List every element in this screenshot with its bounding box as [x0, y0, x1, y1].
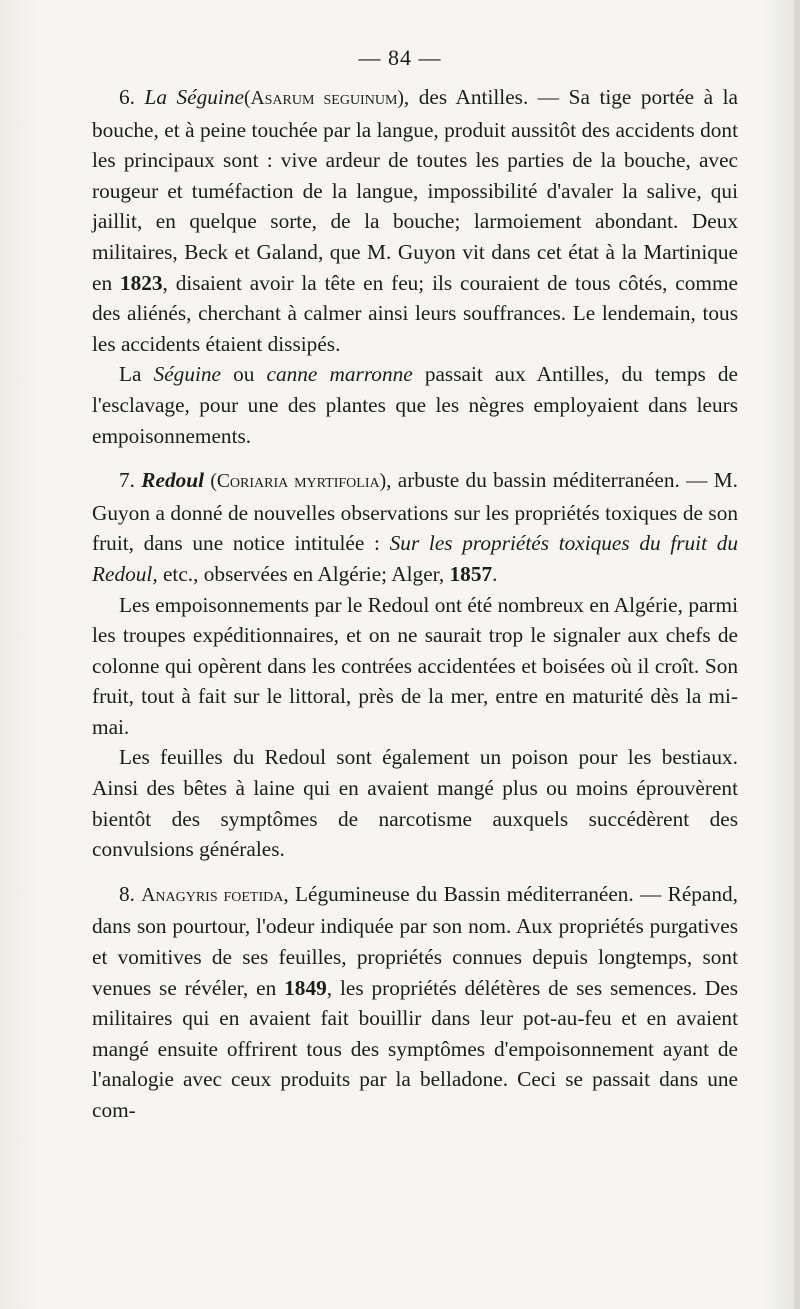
text-run: passait aux Antilles, du temps de l'esclavage, pour une des plantes que les nègres employaient dans leurs empoisonnements.: [92, 362, 738, 448]
section-gap: [92, 865, 738, 879]
page-number: — 84 —: [358, 45, 442, 70]
page-edge: [794, 0, 800, 1309]
entry-number: 8.: [119, 881, 135, 906]
entry-text-continued: etc., observées en Algérie; Alger,: [157, 561, 450, 586]
entry-seguine-paragraph: [92, 82, 738, 359]
entry-redoul-paragraph-2: Les empoisonnements par le Redoul ont été nombreux en Algérie, parmi les troupes expéditionnaires, et on ne saurait trop le signaler aux chefs de colonne qui opèrent dans les contrées accidentées et boisées où il croît. Son fruit, tout à fait sur le littoral, près de la mer, entre en maturité dès la mi-mai.: [92, 592, 738, 739]
section-gap: [92, 451, 738, 465]
entry-number: 7.: [119, 468, 135, 493]
entry-text: , des Antilles. — Sa tige portée à la bouche, et à peine touchée par la langue, produit aussitôt des accidents dont les principaux sont : vive ardeur de toutes les parties de la bouche, avec rougeur et tuméfaction de la langue, impossibilité d'avaler la salive, qui jaillit, en quelque sorte, de la bouche; larmoiement abondant. Deux militaires, Beck et Galand, que M. Guyon vit dans cet état à la Martinique en: [92, 85, 738, 295]
entry-year: 1849: [284, 975, 327, 1000]
entry-anagyris-paragraph: [92, 879, 738, 1126]
entry-text-continued: , disaient avoir la tête en feu; ils couraient de tous côtés, comme des aliénés, cherchant à calmer ainsi leurs souffrances. Le lendemain, tous les accidents étaient dissipés.: [92, 270, 738, 356]
entry-text: , arbuste du bassin méditerranéen. — M. Guyon a donné de nouvelles observations sur les propriétés toxiques de son fruit, dans une notice intitulée :: [92, 468, 738, 556]
entry-name: Redoul: [141, 468, 205, 493]
entry-redoul-paragraph: [92, 465, 738, 589]
entry-latin-name: (Asarum seguinum): [243, 88, 404, 109]
entry-text-continued: , les propriétés délétères de ses semences. Des militaires qui en avaient fait bouillir dans leur pot-au-feu et en avaient mangé ensuite offrirent tous des symptômes d'empoisonnement ayant de l'analogie avec ceux produits par la belladone. Ceci se passait dans une com-: [92, 975, 738, 1122]
text-run: .: [492, 561, 498, 586]
plant-name: Séguine: [153, 362, 221, 387]
entry-year: 1857: [449, 561, 493, 586]
notice-title: Sur les propriétés toxiques du fruit du Redoul,: [92, 531, 739, 586]
entry-text: , Légumineuse du Bassin méditerranéen. — Répand, dans son pourtour, l'odeur indiquée par son nom. Aux propriétés purgatives et vomitives de ses feuilles, propriétés connues depuis longtemps, sont venues se révéler, en: [92, 881, 738, 1000]
entry-number: 6.: [119, 85, 135, 109]
entry-seguine-paragraph-2: [92, 359, 738, 451]
entry-latin-name: (Coriaria myrtifolia): [210, 471, 387, 493]
body-text: [92, 82, 738, 1126]
entry-name: Anagyris foetida: [141, 884, 284, 906]
entry-name: La Séguine: [144, 85, 244, 109]
text-run: ou: [221, 362, 267, 387]
entry-year: 1823: [119, 270, 163, 295]
plant-alt-name: canne marronne: [266, 362, 413, 387]
text-run: La: [119, 362, 154, 387]
entry-redoul-paragraph-3: Les feuilles du Redoul sont également un poison pour les bestiaux. Ainsi des bêtes à laine qui en avaient mangé plus ou moins éprouvèrent bientôt des symptômes de narcotisme auxquels succédèrent des convulsions générales.: [92, 745, 738, 862]
